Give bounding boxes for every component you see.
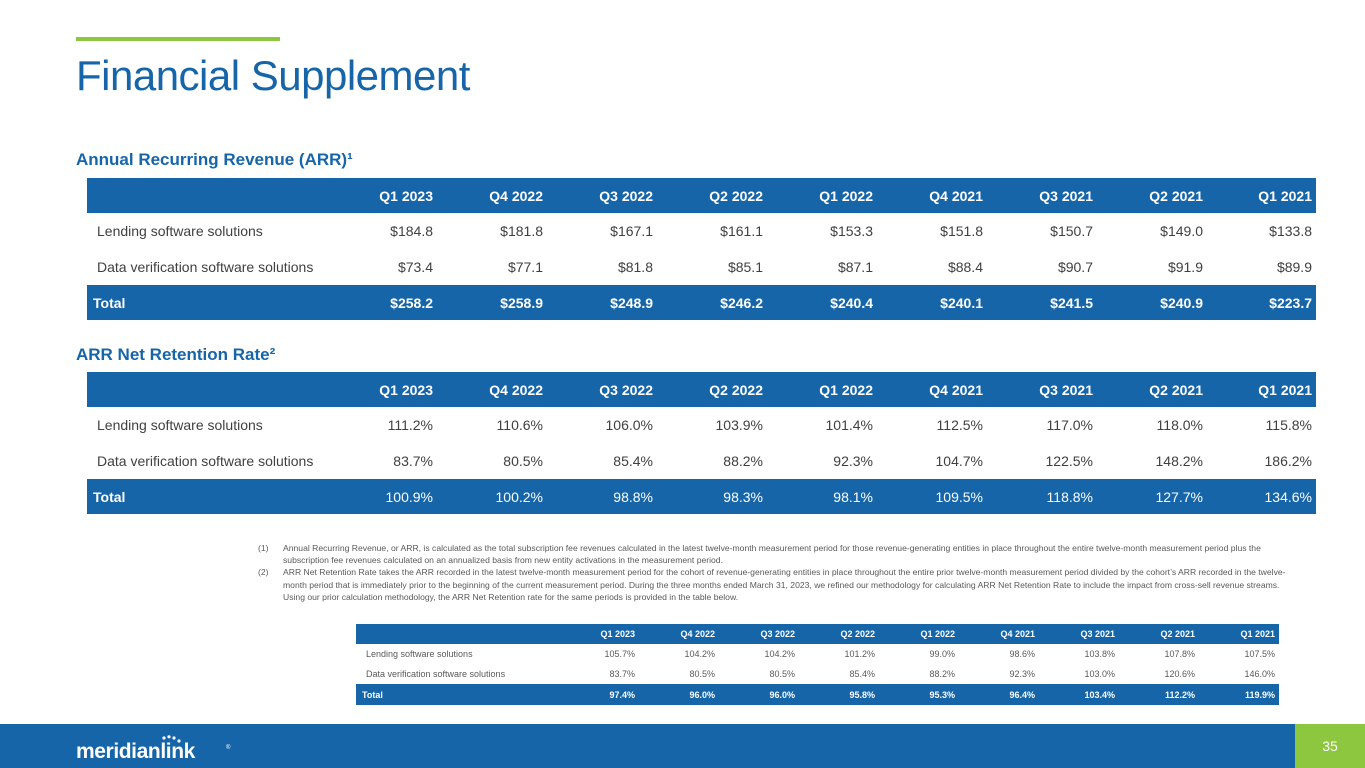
table-cell: $77.1 — [507, 259, 543, 275]
table-cell: $240.9 — [1097, 285, 1207, 320]
table-cell: 98.3% — [657, 479, 767, 514]
table-cell: $241.5 — [987, 285, 1097, 320]
table-cell: 107.5% — [1244, 649, 1275, 659]
table-cell: 92.3% — [833, 453, 873, 469]
header-cell: Q3 2022 — [547, 178, 657, 213]
footnotes — [258, 542, 1288, 603]
table-cell: 97.4% — [559, 684, 639, 705]
table-cell: 101.4% — [825, 417, 873, 433]
meridianlink-logo — [76, 735, 236, 763]
table-cell: $85.1 — [727, 259, 763, 275]
row-label: Data verification software solutions — [97, 259, 314, 275]
nrr-header-row — [87, 372, 1316, 407]
footnote — [258, 542, 1288, 566]
table-cell: $258.2 — [327, 285, 437, 320]
table-cell: 98.1% — [767, 479, 877, 514]
header-cell: Q4 2022 — [437, 372, 547, 407]
table-cell: 83.7% — [393, 453, 433, 469]
header-cell — [87, 178, 327, 213]
table-cell: 117.0% — [1046, 417, 1093, 433]
table-cell: 104.2% — [764, 649, 795, 659]
header-cell: Q3 2022 — [547, 372, 657, 407]
total-row — [356, 684, 1279, 705]
table-cell: 101.2% — [844, 649, 875, 659]
table-cell: 111.2% — [387, 417, 433, 433]
table-cell: 88.2% — [723, 453, 763, 469]
header-cell: Q3 2022 — [719, 624, 799, 644]
table-cell: 83.7% — [609, 669, 635, 679]
table-cell: 80.5% — [769, 669, 795, 679]
table-cell: $133.8 — [1269, 223, 1312, 239]
table-row — [356, 664, 1279, 684]
table-row — [87, 213, 1316, 249]
header-cell: Q2 2022 — [657, 178, 767, 213]
logo-wordmark: meridianlink — [76, 740, 195, 763]
header-cell: Q1 2023 — [559, 624, 639, 644]
table-cell: 104.7% — [935, 453, 983, 469]
table-cell: $89.9 — [1276, 259, 1312, 275]
table-cell: $240.1 — [877, 285, 987, 320]
header-cell: Q1 2022 — [879, 624, 959, 644]
footnote-text: ARR Net Retention Rate takes the ARR recorded in the latest twelve-month measurement period for the cohort of revenue-generating entities in place throughout the entire prior twelve-month measurement period divided by the cohort’s ARR recorded in the twelve-month period that is immediately prior to the beginning of the current measurement period. During the three months ended March 31, 2023, we refined our methodology for calculating ARR Net Retention Rate to include the impact from cross-sell revenue streams. Using our prior calculation methodology, the ARR Net Retention rate for the same periods is provided in the table below. — [283, 567, 1286, 602]
mini-header-row — [356, 624, 1279, 644]
table-cell: 100.2% — [437, 479, 547, 514]
header-cell: Q1 2023 — [327, 372, 437, 407]
table-cell: 105.7% — [604, 649, 635, 659]
footnote-number: (1) — [258, 543, 269, 553]
table-cell: $91.9 — [1167, 259, 1203, 275]
table-cell: 96.0% — [719, 684, 799, 705]
nrr-table — [87, 372, 1316, 514]
header-cell: Q4 2022 — [437, 178, 547, 213]
table-cell: 109.5% — [877, 479, 987, 514]
table-cell: 104.2% — [684, 649, 715, 659]
table-cell: $223.7 — [1207, 285, 1316, 320]
table-cell: 92.3% — [1009, 669, 1035, 679]
table-cell: 96.4% — [959, 684, 1039, 705]
header-cell: Q1 2022 — [767, 372, 877, 407]
table-cell: $184.8 — [390, 223, 433, 239]
table-cell: 106.0% — [605, 417, 653, 433]
row-label: Total — [87, 479, 327, 514]
table-cell: 148.2% — [1155, 453, 1203, 469]
table-cell: 112.5% — [936, 417, 983, 433]
table-cell: $73.4 — [397, 259, 433, 275]
table-cell: $90.7 — [1057, 259, 1093, 275]
table-cell: $161.1 — [720, 223, 763, 239]
table-cell: $151.8 — [940, 223, 983, 239]
table-cell: $258.9 — [437, 285, 547, 320]
table-cell: $87.1 — [837, 259, 873, 275]
table-cell: 100.9% — [327, 479, 437, 514]
table-cell: 98.6% — [1009, 649, 1035, 659]
header-cell: Q2 2021 — [1119, 624, 1199, 644]
table-cell: 118.0% — [1156, 417, 1203, 433]
table-cell: 120.6% — [1164, 669, 1195, 679]
table-cell: 107.8% — [1164, 649, 1195, 659]
header-cell: Q4 2021 — [959, 624, 1039, 644]
header-cell: Q2 2021 — [1097, 372, 1207, 407]
table-cell: 80.5% — [503, 453, 543, 469]
table-row — [87, 407, 1316, 443]
table-cell: 118.8% — [987, 479, 1097, 514]
header-cell: Q1 2021 — [1207, 178, 1316, 213]
row-label: Lending software solutions — [97, 417, 263, 433]
header-cell: Q1 2023 — [327, 178, 437, 213]
table-cell: 103.8% — [1084, 649, 1115, 659]
nrr-section-title: ARR Net Retention Rate² — [76, 345, 276, 364]
row-label: Total — [87, 285, 327, 320]
table-cell: 98.8% — [547, 479, 657, 514]
table-cell: 115.8% — [1265, 417, 1312, 433]
title-accent-bar — [76, 37, 280, 41]
footnote-text: Annual Recurring Revenue, or ARR, is calculated as the total subscription fee revenues calculated in the latest twelve-month measurement period for those revenue-generating entities in place throughout the entire twelve-month measurement period plus the subscription fee revenues calculated on an annualized basis from new entity activations in the measurement period. — [283, 543, 1261, 566]
table-cell: 103.4% — [1039, 684, 1119, 705]
table-cell: 110.6% — [496, 417, 543, 433]
table-row — [87, 443, 1316, 479]
header-cell: Q4 2021 — [877, 178, 987, 213]
table-cell: 95.8% — [799, 684, 879, 705]
table-cell: 146.0% — [1244, 669, 1275, 679]
table-row — [356, 644, 1279, 664]
arr-header-row — [87, 178, 1316, 213]
header-cell: Q2 2021 — [1097, 178, 1207, 213]
table-cell: 85.4% — [613, 453, 653, 469]
header-cell: Q3 2021 — [987, 178, 1097, 213]
total-row — [87, 285, 1316, 320]
row-label: Data verification software solutions — [366, 669, 506, 679]
table-cell: $149.0 — [1160, 223, 1203, 239]
table-cell: $181.8 — [500, 223, 543, 239]
header-cell: Q1 2021 — [1207, 372, 1316, 407]
table-cell: 99.0% — [929, 649, 955, 659]
header-cell — [356, 624, 559, 644]
header-cell: Q4 2022 — [639, 624, 719, 644]
table-cell: 134.6% — [1207, 479, 1316, 514]
header-cell — [87, 372, 327, 407]
header-cell: Q3 2021 — [1039, 624, 1119, 644]
row-label: Data verification software solutions — [97, 453, 314, 469]
table-cell: $153.3 — [830, 223, 873, 239]
table-cell: $88.4 — [947, 259, 983, 275]
table-cell: $248.9 — [547, 285, 657, 320]
table-cell: $240.4 — [767, 285, 877, 320]
table-cell: $150.7 — [1050, 223, 1093, 239]
table-cell: 122.5% — [1045, 453, 1093, 469]
arr-table — [87, 178, 1316, 320]
table-row — [87, 249, 1316, 285]
table-cell: 96.0% — [639, 684, 719, 705]
header-cell: Q3 2021 — [987, 372, 1097, 407]
header-cell: Q4 2021 — [877, 372, 987, 407]
page-title: Financial Supplement — [76, 52, 470, 99]
footnote — [258, 566, 1288, 603]
footnote-number: (2) — [258, 567, 269, 578]
page-number: 35 — [1295, 724, 1365, 768]
table-cell: 119.9% — [1199, 684, 1279, 705]
table-cell: 103.0% — [1084, 669, 1115, 679]
table-cell: 88.2% — [929, 669, 955, 679]
header-cell: Q2 2022 — [657, 372, 767, 407]
prior-methodology-table — [356, 624, 1279, 705]
table-cell: 186.2% — [1264, 453, 1312, 469]
row-label: Lending software solutions — [366, 649, 473, 659]
header-cell: Q1 2021 — [1199, 624, 1279, 644]
table-cell: 127.7% — [1097, 479, 1207, 514]
table-cell: 85.4% — [849, 669, 875, 679]
row-label: Lending software solutions — [97, 223, 263, 239]
header-cell: Q2 2022 — [799, 624, 879, 644]
table-cell: 95.3% — [879, 684, 959, 705]
table-cell: 103.9% — [715, 417, 763, 433]
arr-section-title: Annual Recurring Revenue (ARR)¹ — [76, 150, 353, 169]
header-cell: Q1 2022 — [767, 178, 877, 213]
total-row — [87, 479, 1316, 514]
table-cell: $167.1 — [610, 223, 653, 239]
row-label: Total — [356, 684, 559, 705]
table-cell: $81.8 — [617, 259, 653, 275]
table-cell: 112.2% — [1119, 684, 1199, 705]
table-cell: 80.5% — [689, 669, 715, 679]
table-cell: $246.2 — [657, 285, 767, 320]
svg-text:®: ® — [226, 745, 231, 751]
